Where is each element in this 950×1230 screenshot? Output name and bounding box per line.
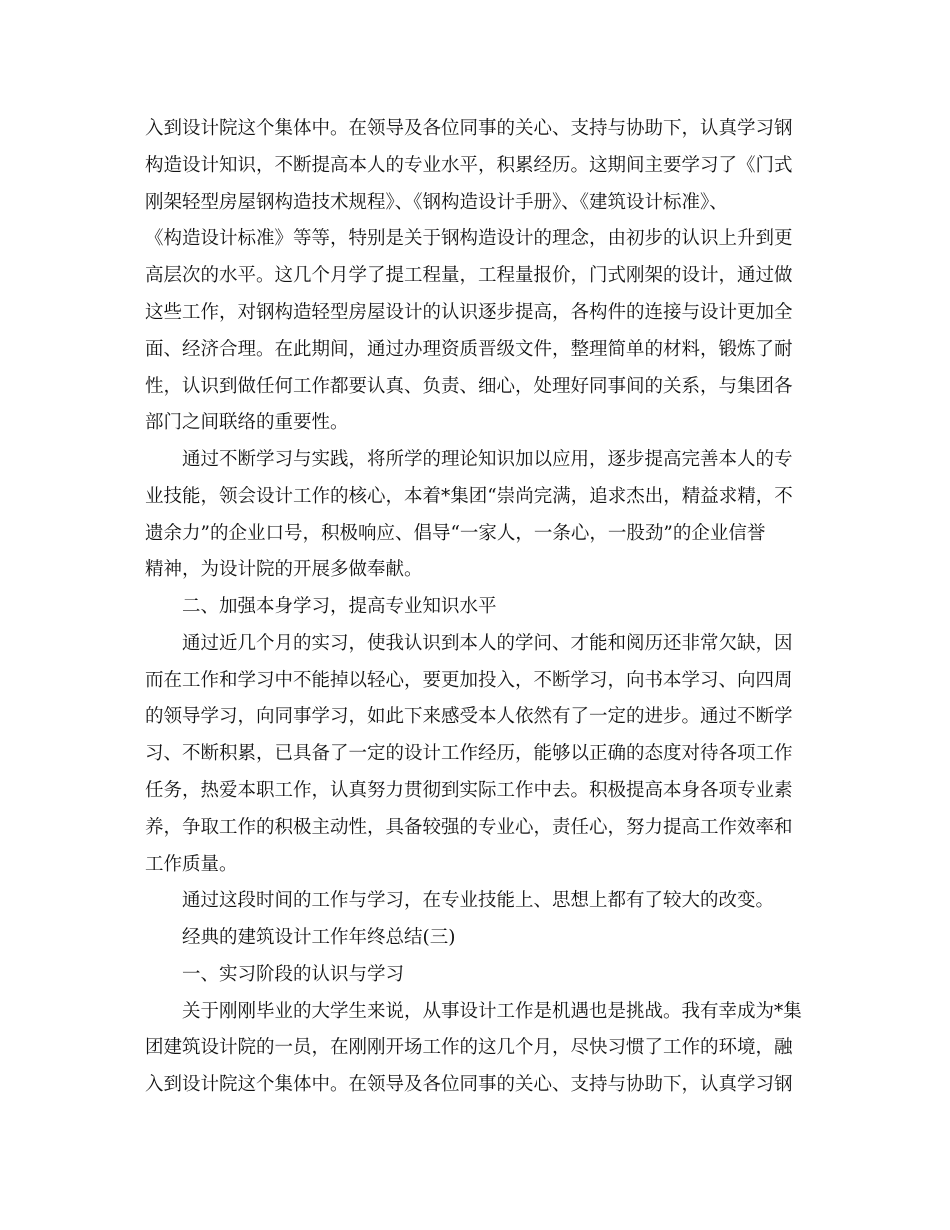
text-line: 的领导学习，向同事学习，如此下来感受本人依然有了一定的进步。通过不断学 bbox=[145, 706, 793, 727]
text-line: 性，认识到做任何工作都要认真、负责、细心，处理好同事间的关系，与集团各 bbox=[145, 376, 793, 397]
paragraph-first-line: 通过不断学习与实践，将所学的理论知识加以应用，逐步提高完善本人的专 bbox=[182, 449, 793, 470]
text-line: 这些工作，对钢构造轻型房屋设计的认识逐步提高，各构件的连接与设计更加全 bbox=[145, 302, 793, 323]
text-line: 刚架轻型房屋钢构造技术规程》、《钢构造设计手册》、《建筑设计标准》、 bbox=[145, 192, 728, 213]
text-line: 习、不断积累，已具备了一定的设计工作经历，能够以正确的态度对待各项工作 bbox=[145, 743, 793, 764]
paragraph-first-line: 关于刚刚毕业的大学生来说，从事设计工作是机遇也是挑战。我有幸成为*集 bbox=[182, 1001, 802, 1022]
section-heading: 一、实习阶段的认识与学习 bbox=[182, 964, 405, 985]
text-line: 精神，为设计院的开展多做奉献。 bbox=[145, 559, 423, 580]
text-line: 任务，热爱本职工作，认真努力贯彻到实际工作中去。积极提高本身各项专业素 bbox=[145, 780, 793, 801]
text-line: 高层次的水平。这几个月学了提工程量，工程量报价，门式刚架的设计，通过做 bbox=[145, 265, 793, 286]
text-line: 入到设计院这个集体中。在领导及各位同事的关心、支持与协助下，认真学习钢 bbox=[145, 1074, 793, 1095]
text-line: 遗余力”的企业口号，积极响应、倡导“一家人，一条心，一股劲”的企业信誉 bbox=[145, 523, 766, 544]
document-heading: 经典的建筑设计工作年终总结(三) bbox=[182, 927, 456, 948]
text-line: 而在工作和学习中不能掉以轻心，要更加投入，不断学习，向书本学习、向四周 bbox=[145, 670, 793, 691]
text-line: 入到设计院这个集体中。在领导及各位同事的关心、支持与协助下，认真学习钢 bbox=[145, 118, 793, 139]
section-heading: 二、加强本身学习，提高专业知识水平 bbox=[182, 596, 497, 617]
text-line: 养，争取工作的积极主动性，具备较强的专业心，责任心，努力提高工作效率和 bbox=[145, 817, 793, 838]
text-line: 部门之间联络的重要性。 bbox=[145, 412, 349, 433]
text-line: 工作质量。 bbox=[145, 854, 238, 875]
text-line: 《构造设计标准》等等，特别是关于钢构造设计的理念，由初步的认识上升到更 bbox=[145, 228, 793, 249]
text-line: 构造设计知识，不断提高本人的专业水平，积累经历。这期间主要学习了《门式 bbox=[145, 155, 793, 176]
text-line: 业技能，领会设计工作的核心，本着*集团“崇尚完满，追求杰出，精益求精，不 bbox=[145, 486, 793, 507]
text-line: 面、经济合理。在此期间，通过办理资质晋级文件，整理简单的材料，锻炼了耐 bbox=[145, 339, 793, 360]
text-line: 团建筑设计院的一员，在刚刚开场工作的这几个月，尽快习惯了工作的环境，融 bbox=[145, 1037, 793, 1058]
paragraph-first-line: 通过这段时间的工作与学习，在专业技能上、思想上都有了较大的改变。 bbox=[182, 890, 775, 911]
paragraph-first-line: 通过近几个月的实习，使我认识到本人的学问、才能和阅历还非常欠缺，因 bbox=[182, 633, 793, 654]
